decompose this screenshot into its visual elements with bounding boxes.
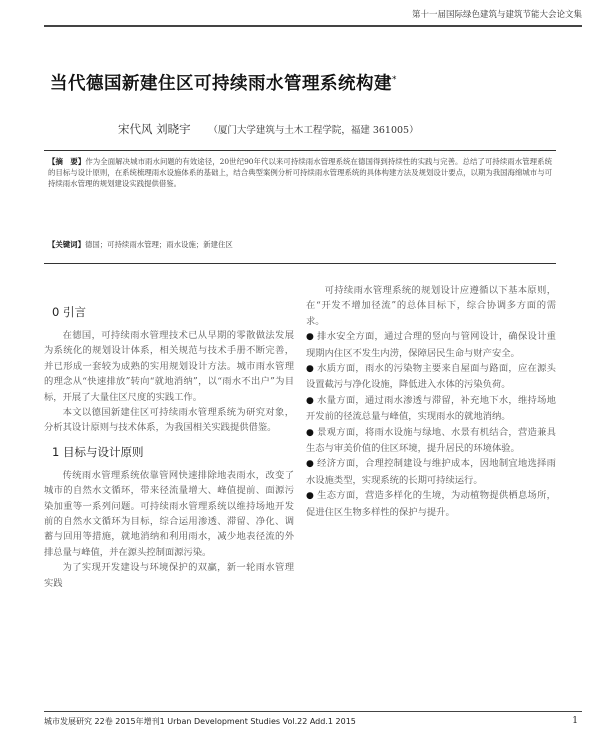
bullet-item (306, 425, 556, 457)
bullet-item (306, 361, 556, 393)
journal-footer: 城市发展研究 22卷 2015年增刊1 Urban Development Studies Vol.22 Add.1 2015 (44, 717, 356, 726)
author-names: 宋代风 刘晓宇 (118, 122, 191, 136)
bullet-dot-icon: ● (306, 459, 315, 470)
bullet-dot-icon: ● (306, 332, 315, 343)
page-number: 1 (572, 716, 578, 726)
footer-rule (44, 711, 582, 712)
paragraph: 为了实现开发建设与环境保护的双赢，新一轮雨水管理实践 (44, 562, 294, 589)
bullet-item (306, 488, 556, 520)
author-affiliation: （厦门大学建筑与土木工程学院，福建 361005） (208, 125, 419, 136)
paragraph: 传统雨水管理系统依靠管网快速排除地表雨水，改变了城市的自然水文循环，带来径流量增大、峰值提前、面源污染加重等一系列问题。可持续雨水管理系统以维持场地开发前的自然水文循环为目标，综合运用渗透、滞留、净化、调蓄与回用等措施，就地消纳和利用雨水，减少地表径流的外排总量与峰值，并在源头控制面源污染。 (44, 469, 294, 558)
bullet-text: 排水安全方面，通过合理的竖向与管网设计，确保设计重现期内住区不发生内涝，保障居民生命与财产安全。 (306, 331, 556, 359)
bullet-text: 生态方面，营造多样化的生境，为动植物提供栖息场所，促进住区生物多样性的保护与提升。 (306, 490, 556, 518)
header-rule (44, 25, 582, 27)
left-column (44, 296, 294, 706)
keywords-label: 【关键词】 (48, 240, 85, 249)
abstract-box (44, 150, 556, 264)
bullet-dot-icon: ● (306, 491, 315, 502)
bullet-item (306, 329, 556, 361)
bullet-text: 水质方面，雨水的污染物主要来自屋面与路面，应在源头设置截污与净化设施，降低进入水体的污染负荷。 (306, 363, 556, 391)
conference-header: 第十一届国际绿色建筑与建筑节能大会论文集 (411, 10, 582, 20)
section-heading-principles: 1 目标与设计原则 (52, 444, 144, 459)
abstract-text: 作为全面解决城市雨水问题的有效途径，20世纪90年代以来可持续雨水管理系统在德国得到持续性的实践与完善。总结了可持续雨水管理系统的目标与设计原则，在系统梳理雨水设施体系的基础上，结合典型案例分析可持续雨水管理系统的具体构建方法及规划设计要点，以期为我国海绵城市与可持续雨水管理的规划建设实践提供借鉴。 (48, 157, 552, 188)
paragraph: 在德国，可持续雨水管理技术已从早期的零散做法发展为系统化的规划设计体系，相关规范与技术手册不断完善，并已形成一套较为成熟的实用规划设计方法。城市雨水管理的理念从“快速排放”转向“就地消纳”，以“雨水不出户”为目标，开展了大量住区尺度的实践工作。 (44, 330, 294, 403)
bullet-text: 经济方面，合理控制建设与维护成本，因地制宜地选择雨水设施类型，实现系统的长期可持续运行。 (306, 458, 556, 486)
abstract-label: 【摘 要】 (48, 157, 86, 166)
section-heading-intro: 0 引言 (52, 305, 86, 319)
paper-title (50, 70, 570, 95)
bullet-dot-icon: ● (306, 427, 315, 438)
keywords (48, 239, 233, 250)
bullet-text: 水量方面，通过雨水渗透与滞留，补充地下水，维持场地开发前的径流总量与峰值，实现雨水的就地消纳。 (306, 394, 556, 423)
paragraph: 本文以德国新建住区可持续雨水管理系统为研究对象，分析其设计原则与技术体系，为我国相关实践提供借鉴。 (44, 407, 294, 434)
author-line (118, 121, 419, 137)
title-text: 当代德国新建住区可持续雨水管理系统构建 (50, 74, 392, 94)
bullet-item (306, 393, 556, 425)
bullet-item (306, 456, 556, 488)
right-column (306, 283, 556, 706)
keywords-text: 德国；可持续雨水管理；雨水设施；新建住区 (84, 240, 233, 249)
abstract (48, 157, 552, 229)
paragraph: 可持续雨水管理系统的规划设计应遵循以下基本原则，在“开发不增加径流”的总体目标下，综合协调多方面的需求。 (306, 285, 556, 327)
bullet-dot-icon: ● (306, 364, 315, 375)
bullet-text: 景观方面，将雨水设施与绿地、水景有机结合，营造兼具生态与审美价值的住区环境，提升居民的环境体验。 (306, 426, 556, 455)
title-footnote-mark: * (392, 75, 397, 86)
bullet-dot-icon: ● (306, 395, 315, 406)
